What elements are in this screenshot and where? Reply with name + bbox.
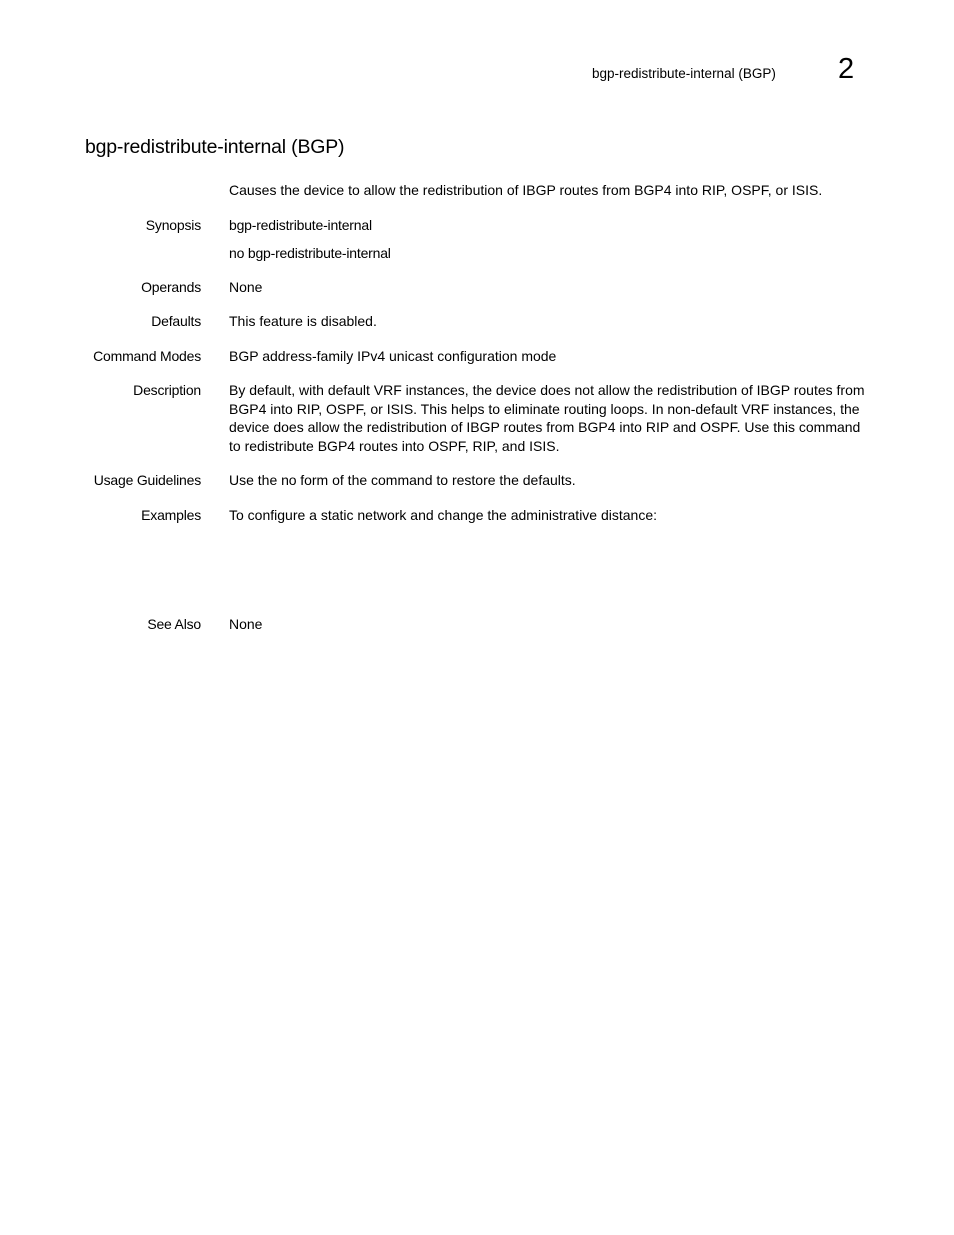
see-also-body: None: [229, 616, 263, 632]
intro-text: Causes the device to allow the redistribution of IBGP routes from BGP4 into RIP, OSPF, or ISIS.: [229, 182, 823, 198]
command-modes-label: Command Modes: [93, 348, 201, 364]
usage-text-before: Use the: [229, 472, 282, 488]
operands-label: Operands: [141, 279, 201, 295]
synopsis-body: [229, 216, 869, 262]
examples-label: Examples: [141, 507, 201, 523]
operands-body: None: [229, 279, 263, 295]
usage-guidelines-label: Usage Guidelines: [93, 472, 201, 488]
page-title: bgp-redistribute-internal (BGP): [85, 136, 345, 158]
synopsis-line: no bgp-redistribute-internal: [229, 245, 391, 261]
usage-text-after: form of the command to restore the defaults.: [296, 472, 576, 488]
defaults-label: Defaults: [151, 313, 201, 329]
running-header: bgp-redistribute-internal (BGP): [592, 66, 776, 81]
see-also-label: See Also: [147, 616, 201, 632]
examples-body: To configure a static network and change the administrative distance:: [229, 507, 658, 523]
command-modes-body: BGP address-family IPv4 unicast configuration mode: [229, 348, 557, 364]
usage-guidelines-body: [229, 471, 869, 490]
chapter-number: 2: [838, 53, 855, 85]
description-label: Description: [133, 382, 201, 398]
synopsis-line: bgp-redistribute-internal: [229, 217, 372, 233]
defaults-body: This feature is disabled.: [229, 313, 377, 329]
description-body: By default, with default VRF instances, the device does not allow the redistribution of IBGP routes from BGP4 into RIP, OSPF, or ISIS. This helps to eliminate routing loops. In non-default VRF instances, the device does allow the redistribution of IBGP routes from BGP4 into RIP and OSPF. Use this command to redistribute BGP4 routes into OSPF, RIP, and ISIS.: [229, 382, 865, 454]
usage-keyword: no: [281, 472, 297, 488]
synopsis-label: Synopsis: [145, 217, 201, 233]
